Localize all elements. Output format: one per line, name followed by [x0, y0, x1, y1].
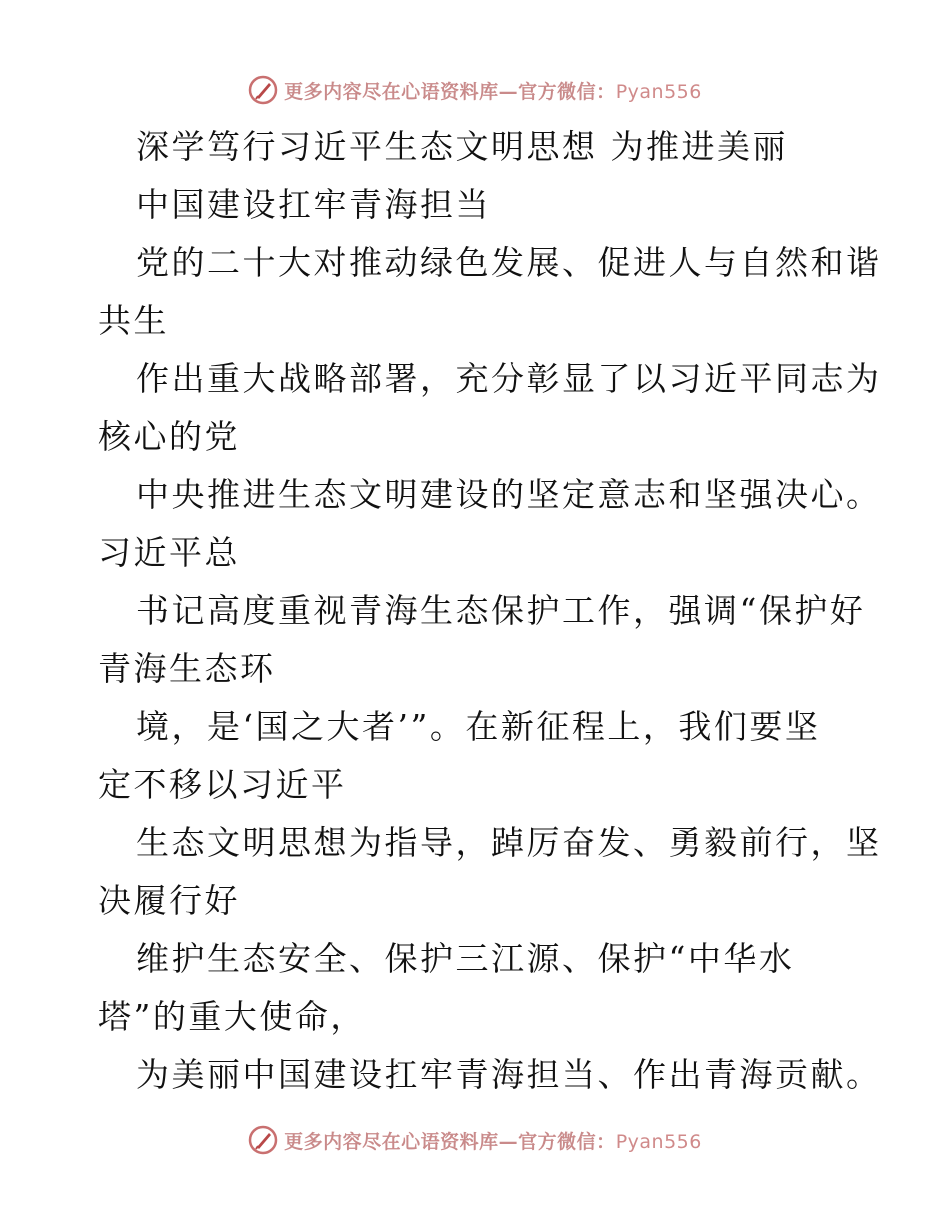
paragraph-line: 境，是‘国之大者’”。在新征程上，我们要坚	[136, 707, 821, 746]
paragraph-line: 共生	[98, 301, 169, 340]
paragraph-line: 核心的党	[98, 417, 240, 456]
paragraph-line: 维护生态安全、保护三江源、保护“中华水	[136, 939, 795, 978]
header-banner-text	[284, 77, 702, 104]
paragraph-line: 作出重大战略部署，充分彰显了以习近平同志为	[136, 359, 882, 398]
footer-separator: —	[498, 1130, 519, 1153]
paragraph-line: 为美丽中国建设扛牢青海担当、作出青海贡献。	[136, 1055, 882, 1094]
footer-banner-text	[284, 1127, 702, 1154]
paragraph-line: 党的二十大对推动绿色发展、促进人与自然和谐	[136, 243, 882, 282]
feather-pen-logo-icon	[248, 75, 278, 105]
footer-contact-label: 官方微信：	[518, 1130, 616, 1153]
document-body	[98, 118, 882, 1104]
title-line-1: 深学笃行习近平生态文明思想 为推进美丽	[136, 127, 788, 166]
title-line-2: 中国建设扛牢青海担当	[136, 185, 491, 224]
header-banner	[0, 70, 950, 110]
paragraph-line: 定不移以习近平	[98, 765, 347, 804]
paragraph-line: 青海生态环	[98, 649, 276, 688]
paragraph-line: 决履行好	[98, 881, 240, 920]
footer-contact-id: Pyan556	[615, 1130, 702, 1153]
paragraph-line: 塔”的重大使命，	[98, 997, 366, 1036]
header-contact-label: 官方微信：	[518, 80, 616, 103]
footer-banner	[0, 1120, 950, 1160]
paragraph-line: 生态文明思想为指导，踔厉奋发、勇毅前行，坚	[136, 823, 882, 862]
header-contact-id: Pyan556	[615, 80, 702, 103]
paragraph-line: 书记高度重视青海生态保护工作，强调“保护好	[136, 591, 866, 630]
header-separator: —	[498, 80, 519, 103]
header-site-text: 更多内容尽在心语资料库	[284, 80, 499, 103]
footer-site-text: 更多内容尽在心语资料库	[284, 1130, 499, 1153]
paragraph-line: 习近平总	[98, 533, 240, 572]
paragraph-line: 中央推进生态文明建设的坚定意志和坚强决心。	[136, 475, 882, 514]
feather-pen-logo-icon	[248, 1125, 278, 1155]
